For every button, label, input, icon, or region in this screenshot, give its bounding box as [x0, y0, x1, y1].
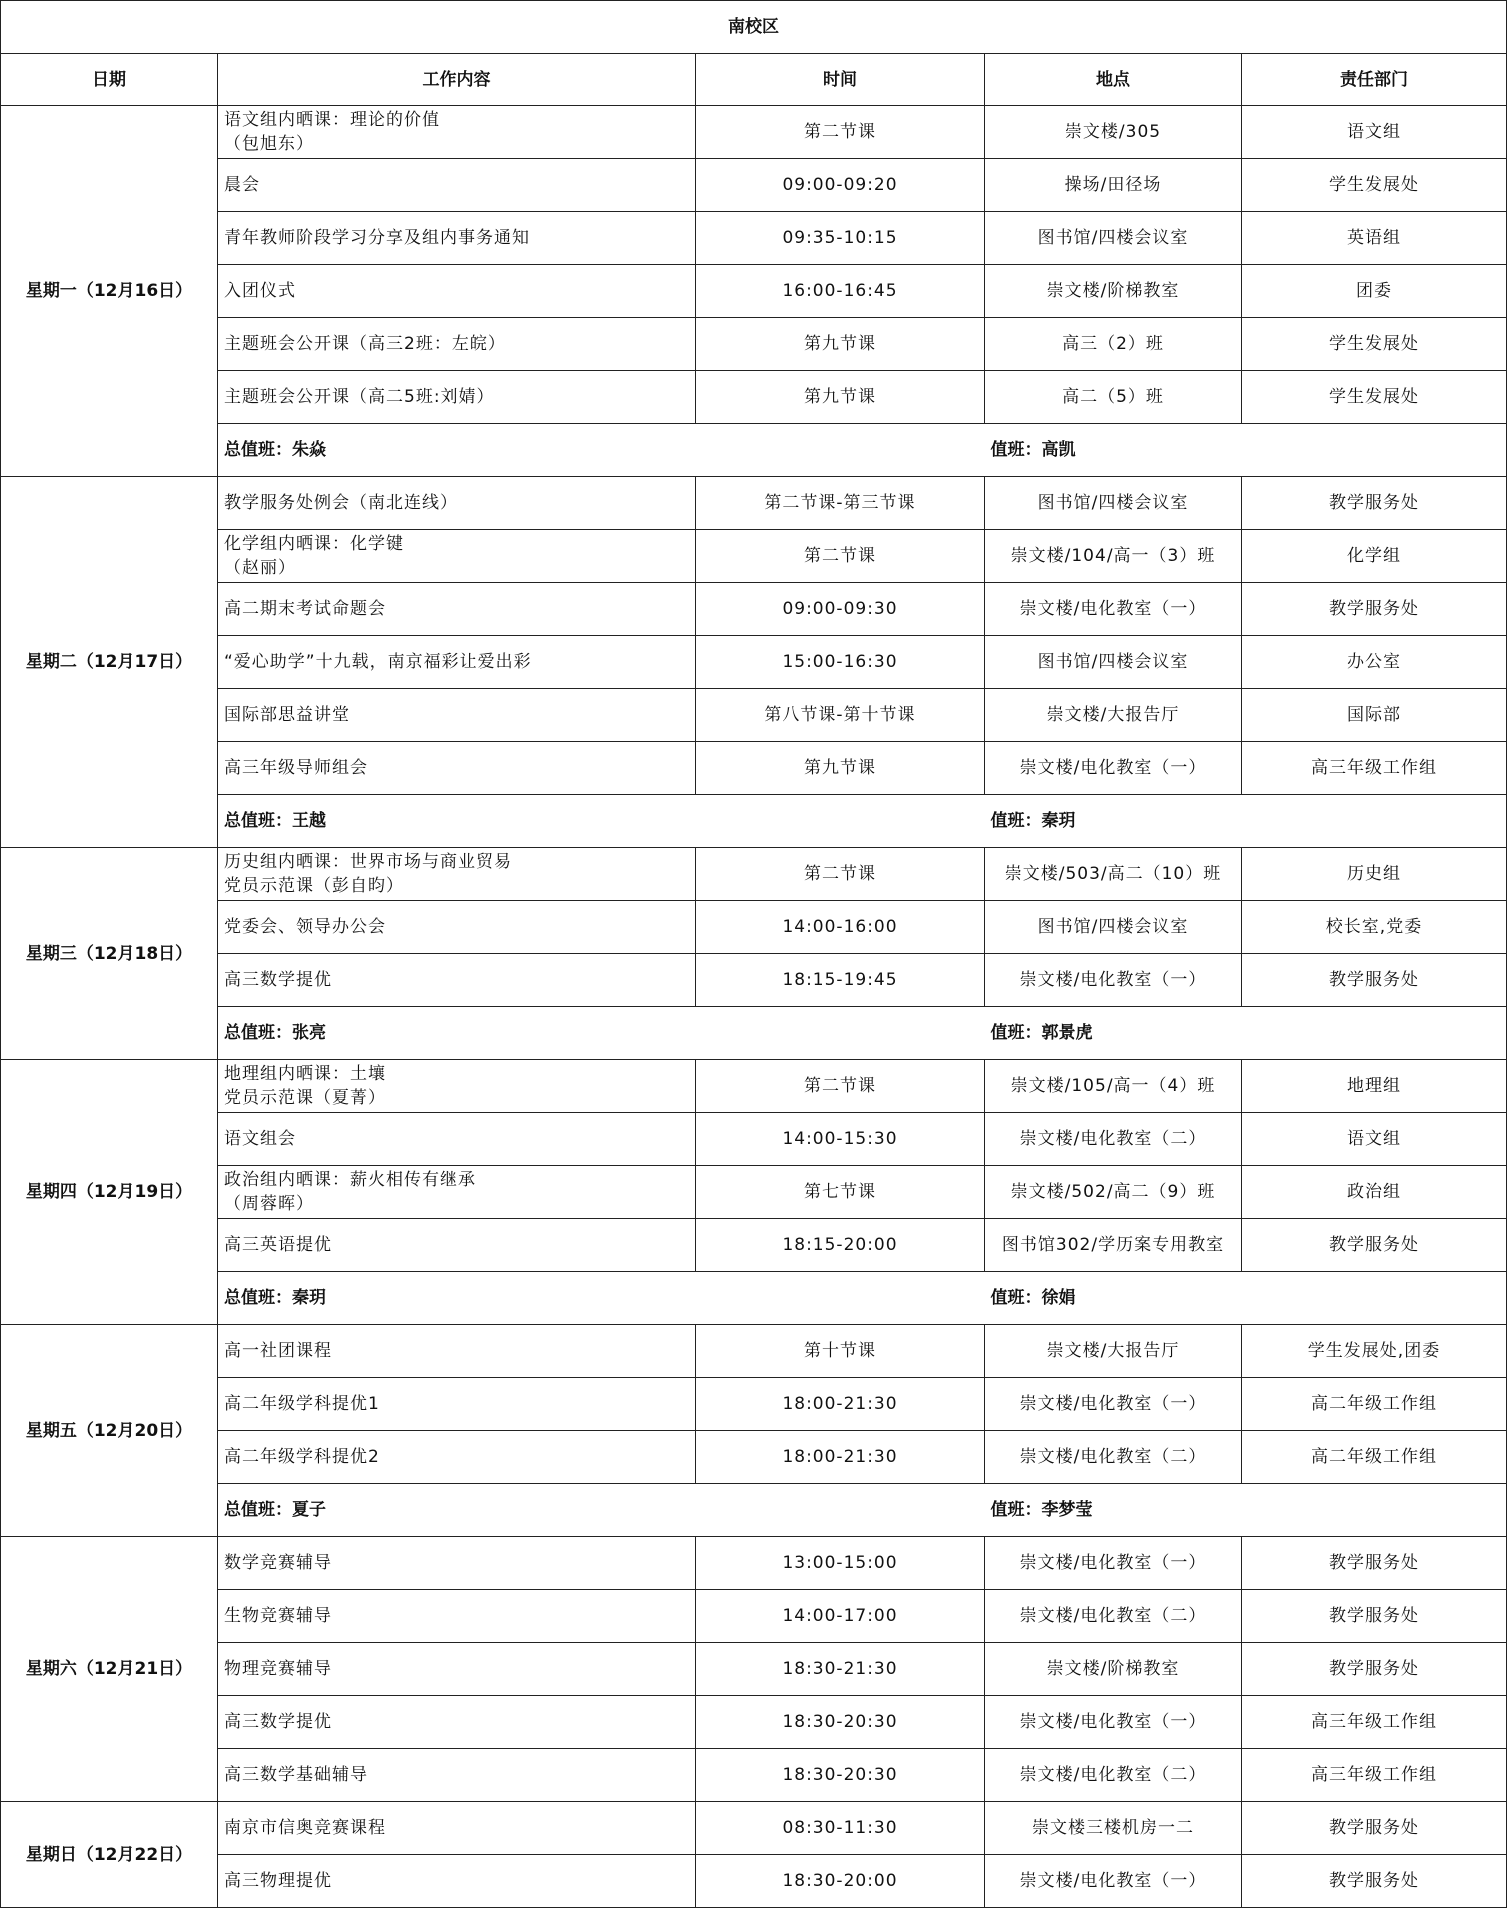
dept-cell: 办公室	[1242, 636, 1507, 689]
place-cell: 崇文楼/电化教室（二）	[985, 1749, 1242, 1802]
table-row	[1, 1431, 1507, 1484]
table-row	[1, 901, 1507, 954]
header-date: 日期	[1, 54, 218, 106]
task-cell: 语文组内晒课：理论的价值 （包旭东）	[218, 106, 696, 159]
dept-cell: 教学服务处	[1242, 1643, 1507, 1696]
dept-cell: 高二年级工作组	[1242, 1378, 1507, 1431]
page-title: 南校区	[1, 1, 1507, 54]
place-cell: 崇文楼/104/高一（3）班	[985, 530, 1242, 583]
table-row	[1, 1590, 1507, 1643]
table-row	[1, 1060, 1507, 1113]
time-cell: 18:00-21:30	[696, 1431, 985, 1484]
place-cell: 图书馆/四楼会议室	[985, 901, 1242, 954]
table-row	[1, 583, 1507, 636]
task-cell: 政治组内晒课：薪火相传有继承 （周蓉晖）	[218, 1166, 696, 1219]
day-label: 星期五（12月20日）	[1, 1325, 218, 1537]
task-cell: 高二期末考试命题会	[218, 583, 696, 636]
task-cell: 高三数学基础辅导	[218, 1749, 696, 1802]
table-row	[1, 1378, 1507, 1431]
place-cell: 图书馆/四楼会议室	[985, 212, 1242, 265]
day-label: 星期一（12月16日）	[1, 106, 218, 477]
duty-staff: 值班：李梦莹	[985, 1484, 1507, 1537]
duty-chief: 总值班：朱焱	[218, 424, 985, 477]
duty-staff: 值班：高凯	[985, 424, 1507, 477]
table-row	[1, 1113, 1507, 1166]
place-cell: 崇文楼/电化教室（一）	[985, 1855, 1242, 1908]
header-task: 工作内容	[218, 54, 696, 106]
duty-chief: 总值班：张亮	[218, 1007, 985, 1060]
dept-cell: 化学组	[1242, 530, 1507, 583]
time-cell: 14:00-17:00	[696, 1590, 985, 1643]
table-row	[1, 106, 1507, 159]
time-cell: 第九节课	[696, 371, 985, 424]
duty-row	[1, 795, 1507, 848]
task-cell: 数学竞赛辅导	[218, 1537, 696, 1590]
day-label: 星期二（12月17日）	[1, 477, 218, 848]
place-cell: 崇文楼/503/高二（10）班	[985, 848, 1242, 901]
table-row	[1, 848, 1507, 901]
task-cell: 生物竞赛辅导	[218, 1590, 696, 1643]
place-cell: 崇文楼/电化教室（二）	[985, 1590, 1242, 1643]
dept-cell: 高二年级工作组	[1242, 1431, 1507, 1484]
place-cell: 崇文楼/大报告厅	[985, 689, 1242, 742]
dept-cell: 国际部	[1242, 689, 1507, 742]
place-cell: 崇文楼/电化教室（一）	[985, 1378, 1242, 1431]
dept-cell: 教学服务处	[1242, 1537, 1507, 1590]
place-cell: 图书馆/四楼会议室	[985, 477, 1242, 530]
place-cell: 崇文楼/电化教室（二）	[985, 1113, 1242, 1166]
task-cell: “爱心助学”十九载，南京福彩让爱出彩	[218, 636, 696, 689]
task-cell: 高三英语提优	[218, 1219, 696, 1272]
header-place: 地点	[985, 54, 1242, 106]
task-cell: 教学服务处例会（南北连线）	[218, 477, 696, 530]
dept-cell: 语文组	[1242, 1113, 1507, 1166]
place-cell: 崇文楼/电化教室（一）	[985, 954, 1242, 1007]
task-cell: 晨会	[218, 159, 696, 212]
time-cell: 18:30-21:30	[696, 1643, 985, 1696]
task-cell: 物理竞赛辅导	[218, 1643, 696, 1696]
table-row	[1, 530, 1507, 583]
place-cell: 图书馆/四楼会议室	[985, 636, 1242, 689]
time-cell: 第二节课	[696, 1060, 985, 1113]
task-cell: 党委会、领导办公会	[218, 901, 696, 954]
time-cell: 第二节课	[696, 106, 985, 159]
dept-cell: 政治组	[1242, 1166, 1507, 1219]
time-cell: 第二节课	[696, 530, 985, 583]
dept-cell: 教学服务处	[1242, 583, 1507, 636]
duty-row	[1, 424, 1507, 477]
table-row	[1, 265, 1507, 318]
table-row	[1, 1325, 1507, 1378]
table-row	[1, 1855, 1507, 1908]
dept-cell: 学生发展处	[1242, 318, 1507, 371]
place-cell: 崇文楼/电化教室（一）	[985, 583, 1242, 636]
time-cell: 18:15-20:00	[696, 1219, 985, 1272]
duty-chief: 总值班：夏子	[218, 1484, 985, 1537]
place-cell: 崇文楼/电化教室（一）	[985, 1696, 1242, 1749]
place-cell: 崇文楼/502/高二（9）班	[985, 1166, 1242, 1219]
time-cell: 18:00-21:30	[696, 1378, 985, 1431]
task-cell: 主题班会公开课（高二5班:刘婧）	[218, 371, 696, 424]
task-cell: 入团仪式	[218, 265, 696, 318]
time-cell: 13:00-15:00	[696, 1537, 985, 1590]
time-cell: 18:30-20:00	[696, 1855, 985, 1908]
time-cell: 09:00-09:20	[696, 159, 985, 212]
header-dept: 责任部门	[1242, 54, 1507, 106]
place-cell: 崇文楼/大报告厅	[985, 1325, 1242, 1378]
task-cell: 高一社团课程	[218, 1325, 696, 1378]
table-row	[1, 212, 1507, 265]
day-label: 星期日（12月22日）	[1, 1802, 218, 1908]
dept-cell: 教学服务处	[1242, 1855, 1507, 1908]
time-cell: 第二节课	[696, 848, 985, 901]
dept-cell: 学生发展处	[1242, 159, 1507, 212]
place-cell: 高三（2）班	[985, 318, 1242, 371]
header-row	[1, 54, 1507, 106]
duty-staff: 值班：郭景虎	[985, 1007, 1507, 1060]
table-row	[1, 1749, 1507, 1802]
place-cell: 崇文楼/105/高一（4）班	[985, 1060, 1242, 1113]
dept-cell: 高三年级工作组	[1242, 742, 1507, 795]
task-cell: 高二年级学科提优1	[218, 1378, 696, 1431]
table-row	[1, 477, 1507, 530]
header-time: 时间	[696, 54, 985, 106]
time-cell: 18:30-20:30	[696, 1696, 985, 1749]
place-cell: 操场/田径场	[985, 159, 1242, 212]
task-cell: 主题班会公开课（高三2班：左皖）	[218, 318, 696, 371]
duty-row	[1, 1484, 1507, 1537]
table-row	[1, 1802, 1507, 1855]
duty-row	[1, 1272, 1507, 1325]
place-cell: 崇文楼/电化教室（一）	[985, 1537, 1242, 1590]
place-cell: 崇文楼/电化教室（二）	[985, 1431, 1242, 1484]
table-row	[1, 318, 1507, 371]
dept-cell: 高三年级工作组	[1242, 1749, 1507, 1802]
task-cell: 高三数学提优	[218, 954, 696, 1007]
dept-cell: 教学服务处	[1242, 1219, 1507, 1272]
time-cell: 16:00-16:45	[696, 265, 985, 318]
time-cell: 14:00-16:00	[696, 901, 985, 954]
place-cell: 崇文楼/阶梯教室	[985, 1643, 1242, 1696]
duty-staff: 值班：秦玥	[985, 795, 1507, 848]
dept-cell: 校长室,党委	[1242, 901, 1507, 954]
place-cell: 崇文楼/电化教室（一）	[985, 742, 1242, 795]
table-row	[1, 1643, 1507, 1696]
duty-staff: 值班：徐娟	[985, 1272, 1507, 1325]
task-cell: 青年教师阶段学习分享及组内事务通知	[218, 212, 696, 265]
dept-cell: 学生发展处,团委	[1242, 1325, 1507, 1378]
day-label: 星期三（12月18日）	[1, 848, 218, 1060]
schedule-body	[1, 106, 1507, 1908]
place-cell: 崇文楼/阶梯教室	[985, 265, 1242, 318]
task-cell: 化学组内晒课：化学键 （赵丽）	[218, 530, 696, 583]
task-cell: 国际部思益讲堂	[218, 689, 696, 742]
dept-cell: 教学服务处	[1242, 954, 1507, 1007]
place-cell: 崇文楼三楼机房一二	[985, 1802, 1242, 1855]
dept-cell: 地理组	[1242, 1060, 1507, 1113]
table-row	[1, 742, 1507, 795]
table-row	[1, 1166, 1507, 1219]
time-cell: 第十节课	[696, 1325, 985, 1378]
time-cell: 第九节课	[696, 318, 985, 371]
dept-cell: 团委	[1242, 265, 1507, 318]
dept-cell: 教学服务处	[1242, 477, 1507, 530]
dept-cell: 教学服务处	[1242, 1802, 1507, 1855]
time-cell: 第二节课-第三节课	[696, 477, 985, 530]
dept-cell: 学生发展处	[1242, 371, 1507, 424]
task-cell: 高三数学提优	[218, 1696, 696, 1749]
task-cell: 高三物理提优	[218, 1855, 696, 1908]
duty-chief: 总值班：秦玥	[218, 1272, 985, 1325]
time-cell: 09:00-09:30	[696, 583, 985, 636]
time-cell: 14:00-15:30	[696, 1113, 985, 1166]
time-cell: 第七节课	[696, 1166, 985, 1219]
task-cell: 地理组内晒课：土壤 党员示范课（夏菁）	[218, 1060, 696, 1113]
task-cell: 南京市信奥竞赛课程	[218, 1802, 696, 1855]
table-row	[1, 954, 1507, 1007]
table-row	[1, 1537, 1507, 1590]
table-row	[1, 159, 1507, 212]
place-cell: 高二（5）班	[985, 371, 1242, 424]
duty-chief: 总值班：王越	[218, 795, 985, 848]
time-cell: 15:00-16:30	[696, 636, 985, 689]
time-cell: 第八节课-第十节课	[696, 689, 985, 742]
dept-cell: 语文组	[1242, 106, 1507, 159]
table-row	[1, 371, 1507, 424]
task-cell: 高三年级导师组会	[218, 742, 696, 795]
time-cell: 08:30-11:30	[696, 1802, 985, 1855]
task-cell: 高二年级学科提优2	[218, 1431, 696, 1484]
time-cell: 18:15-19:45	[696, 954, 985, 1007]
table-row	[1, 689, 1507, 742]
table-row	[1, 1219, 1507, 1272]
place-cell: 图书馆302/学历案专用教室	[985, 1219, 1242, 1272]
duty-row	[1, 1007, 1507, 1060]
task-cell: 语文组会	[218, 1113, 696, 1166]
dept-cell: 历史组	[1242, 848, 1507, 901]
dept-cell: 高三年级工作组	[1242, 1696, 1507, 1749]
day-label: 星期六（12月21日）	[1, 1537, 218, 1802]
day-label: 星期四（12月19日）	[1, 1060, 218, 1325]
time-cell: 09:35-10:15	[696, 212, 985, 265]
table-row	[1, 636, 1507, 689]
time-cell: 18:30-20:30	[696, 1749, 985, 1802]
dept-cell: 教学服务处	[1242, 1590, 1507, 1643]
table-row	[1, 1696, 1507, 1749]
dept-cell: 英语组	[1242, 212, 1507, 265]
task-cell: 历史组内晒课：世界市场与商业贸易 党员示范课（彭自昀）	[218, 848, 696, 901]
place-cell: 崇文楼/305	[985, 106, 1242, 159]
time-cell: 第九节课	[696, 742, 985, 795]
